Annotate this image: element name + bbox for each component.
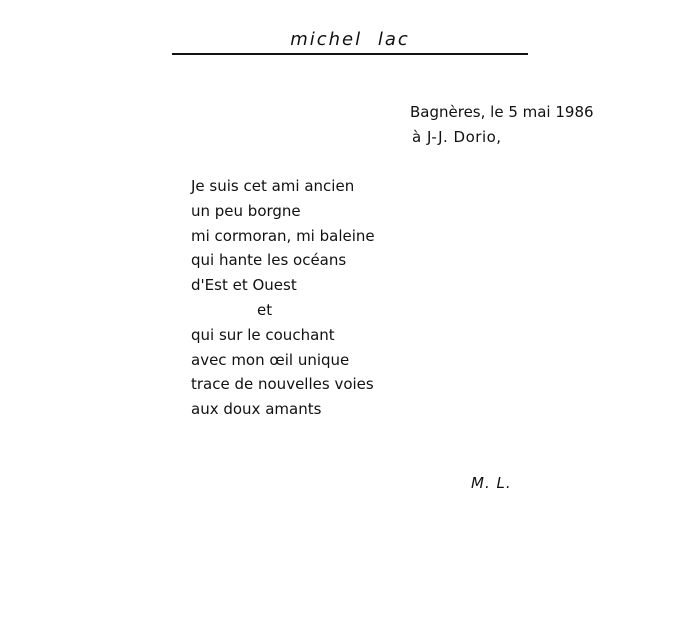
place-date: Bagnères, le 5 mai 1986 [410, 103, 594, 121]
poem-line: et [257, 300, 273, 319]
poem-line: avec mon œil unique [191, 350, 350, 369]
poem-line: mi cormoran, mi baleine [191, 226, 375, 245]
poem-body [191, 174, 375, 422]
poem-line: un peu borgne [191, 201, 301, 220]
poem-line: qui sur le couchant [191, 325, 335, 344]
author-name-heading: michel lac [290, 29, 410, 50]
dedication: à J-J. Dorio, [412, 128, 502, 146]
poem-line: trace de nouvelles voies [191, 375, 374, 394]
poem-line: d'Est et Ouest [191, 276, 297, 295]
poem-line: aux doux amants [191, 400, 322, 419]
signature-initials: M. L. [471, 474, 512, 492]
header-divider [172, 53, 528, 55]
poem-line: Je suis cet ami ancien [191, 177, 355, 195]
poem-line: qui hante les océans [191, 251, 347, 270]
dateline-block [410, 100, 594, 150]
